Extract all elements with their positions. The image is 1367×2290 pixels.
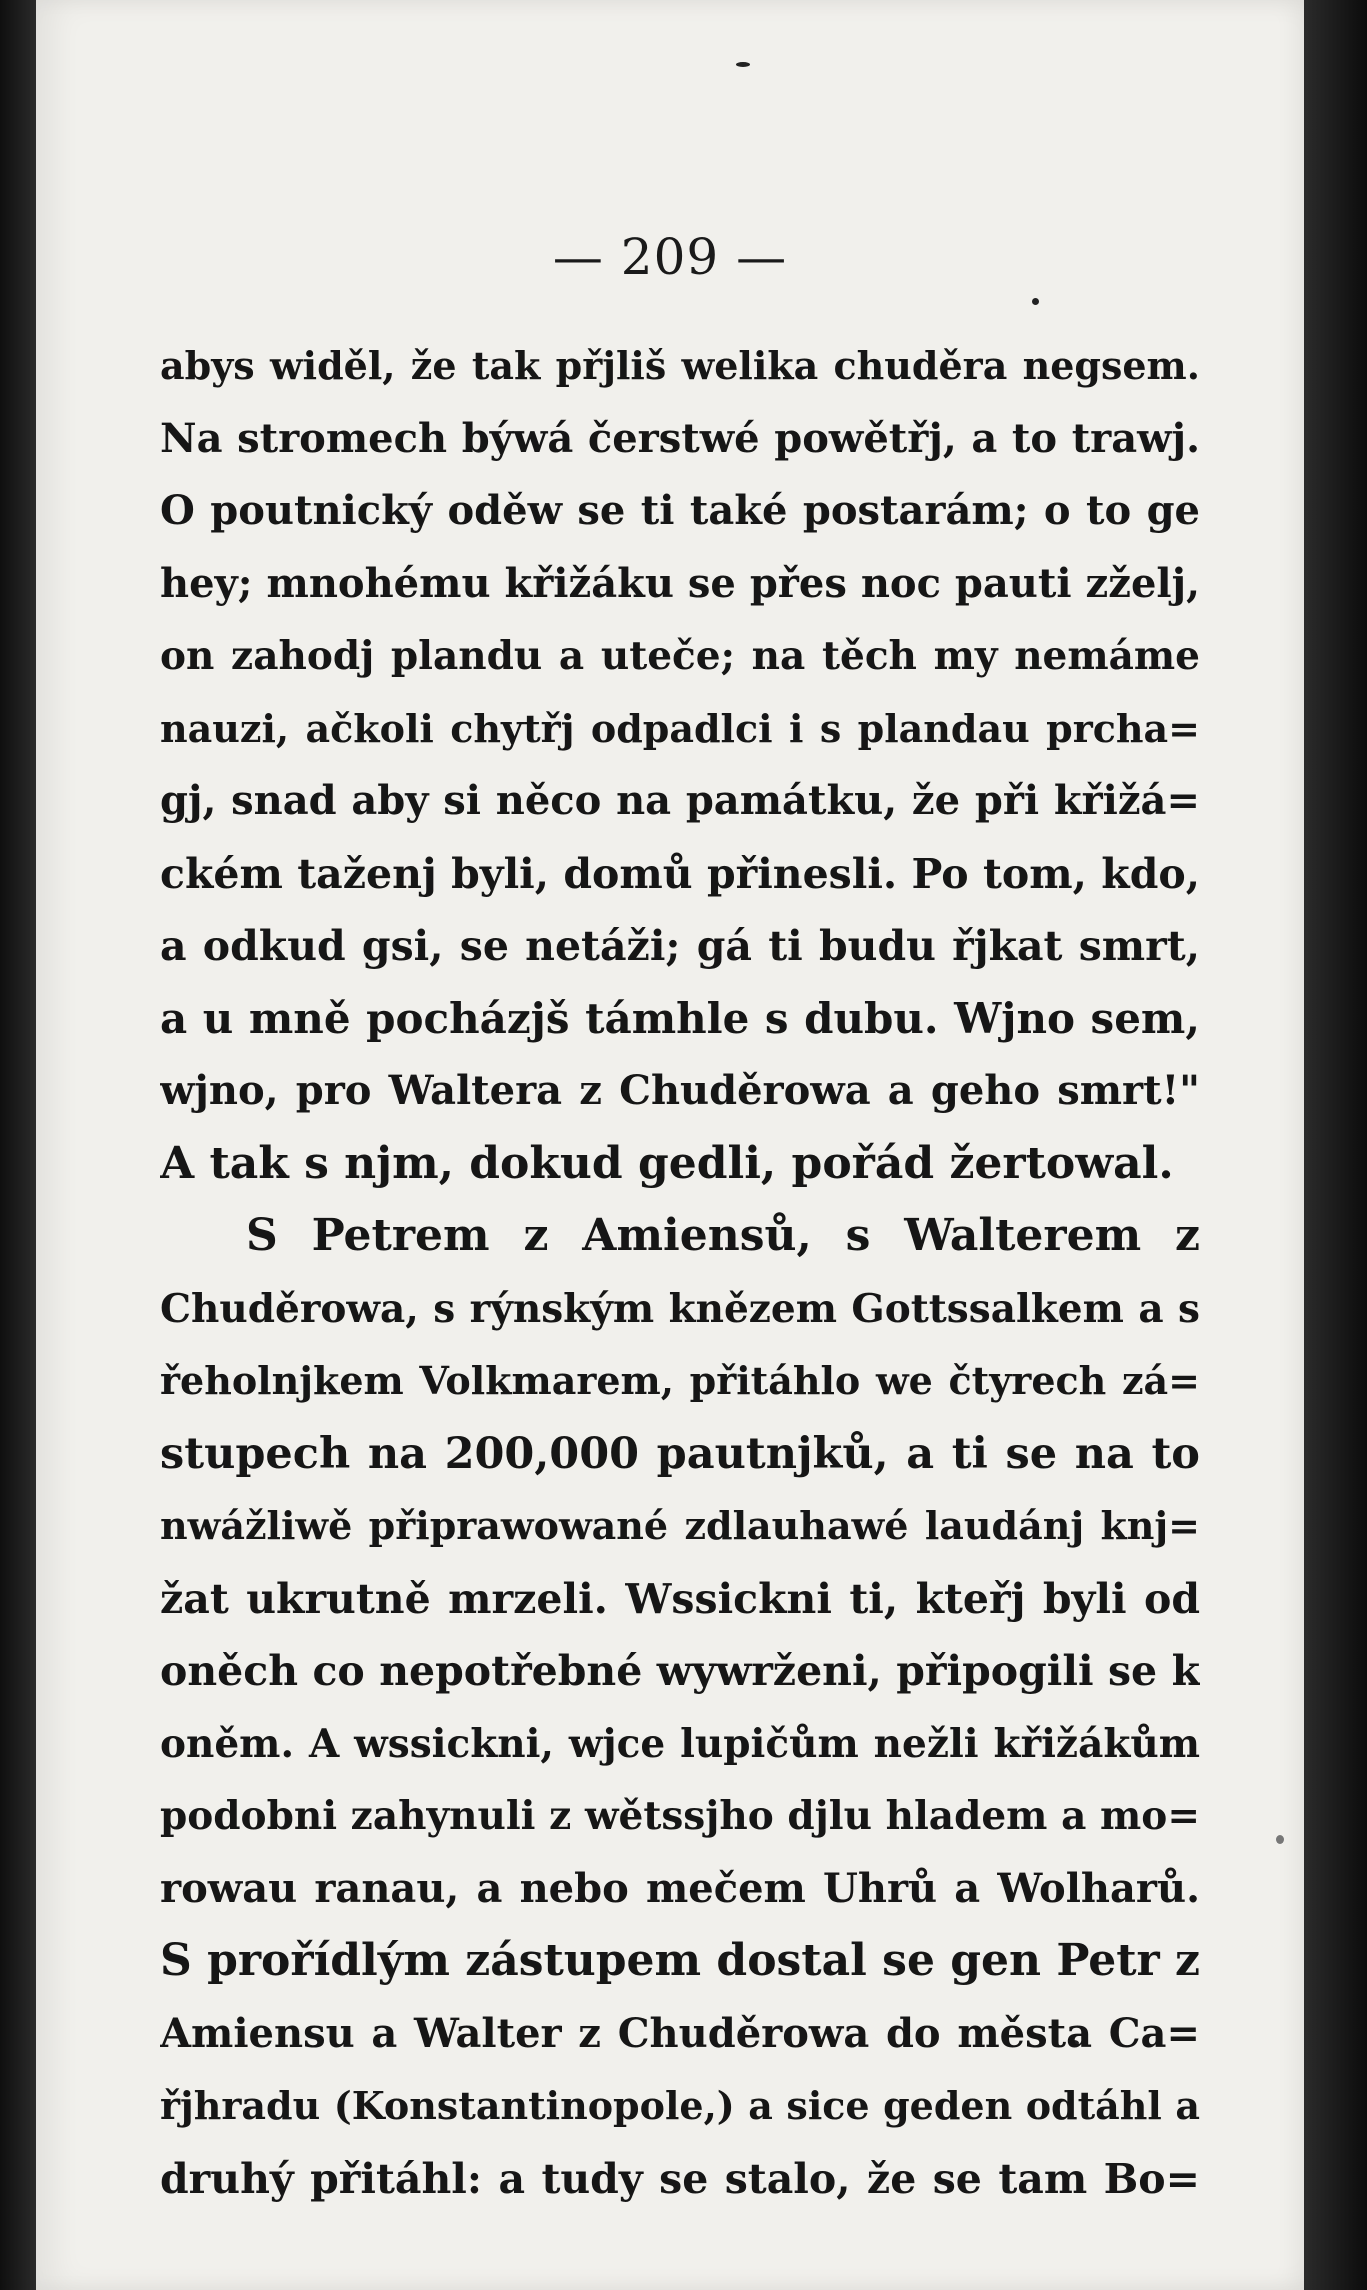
text-line: a u mně pocházjš támhle s dubu. Wjno sem, (160, 993, 1200, 1043)
text-line: oněm. A wssickni, wjce lupičům nežli křižákům (160, 1720, 1200, 1767)
scan-speck (736, 62, 750, 67)
text-line: podobni zahynuli z wětssjho djlu hladem a mo= (160, 1793, 1200, 1839)
scan-speck (1276, 1835, 1284, 1844)
text-line: hey; mnohému křižáku se přes noc pauti zželj, (160, 559, 1200, 607)
text-line: nwážliwě připrawowané zdlauhawé laudánj knj= (160, 1503, 1200, 1548)
text-line: ckém taženj byli, domů přinesli. Po tom, kdo, (160, 849, 1200, 898)
text-line: A tak s njm, dokud gedli, pořád žertowal. (160, 1137, 1174, 1189)
text-line: gj, snad aby si něco na památku, že při křižá= (160, 777, 1200, 824)
text-line: S prořídlým zástupem dostal se gen Petr z (160, 1935, 1200, 1986)
text-line: S Petrem z Amiensů, s Walterem z (246, 1210, 1200, 1261)
text-line: Chuděrowa, s rýnským knězem Gottssalkem a s (160, 1285, 1200, 1332)
text-line: a odkud gsi, se netáži; gá ti budu řjkat smrt, (160, 922, 1200, 970)
right-page-edge (1304, 0, 1367, 2290)
page-number: — 209 — (552, 228, 788, 286)
text-line: oněch co nepotřebné wywrženi, připogili se k (160, 1647, 1200, 1695)
text-line: Na stromech býwá čerstwé powětřj, a to trawj. (160, 414, 1200, 462)
text-line: rowau ranau, a nebo mečem Uhrů a Wolharů. (160, 1864, 1200, 1912)
text-line: O poutnický oděw se ti také postarám; o to ge (160, 487, 1200, 534)
text-line: žat ukrutně mrzeli. Wssickni ti, kteřj byli od (160, 1574, 1200, 1623)
text-line: wjno, pro Waltera z Chuděrowa a geho smrt!" (160, 1067, 1200, 1114)
scan-speck (1032, 298, 1039, 305)
text-line: stupech na 200,000 pautnjků, a ti se na to (160, 1428, 1200, 1479)
text-line: řeholnjkem Volkmarem, přitáhlo we čtyrech zá= (160, 1358, 1200, 1403)
left-page-edge (0, 0, 36, 2290)
text-line: abys widěl, že tak přjliš welika chuděra negsem. (160, 343, 1200, 388)
text-line: on zahodj plandu a uteče; na těch my nemáme (160, 633, 1200, 679)
text-line: Amiensu a Walter z Chuděrowa do města Ca= (160, 2009, 1200, 2057)
book-page (36, 0, 1304, 2290)
body-text (160, 330, 1200, 2215)
text-line: nauzi, ačkoli chytřj odpadlci i s plandau prcha= (160, 705, 1200, 751)
text-line: řjhradu (Konstantinopole,) a sice geden odtáhl a (160, 2083, 1200, 2128)
text-line: druhý přitáhl: a tudy se stalo, že se tam Bo= (160, 2154, 1200, 2203)
